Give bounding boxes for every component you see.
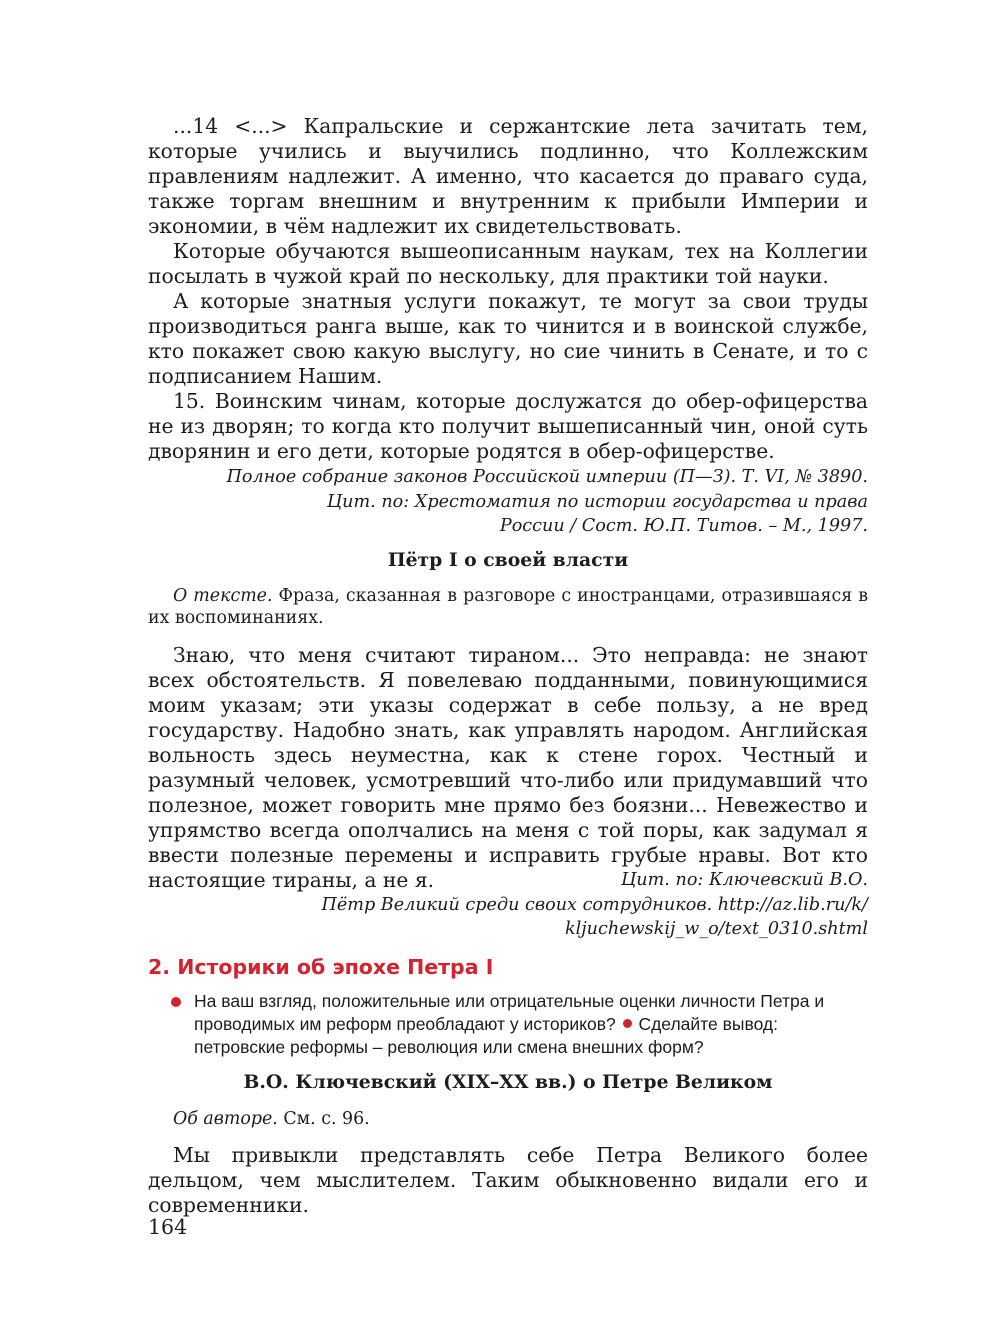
citation-line: Цит. по: Хрестоматия по истории государства и права bbox=[326, 491, 868, 512]
kluchevsky-about bbox=[148, 1108, 868, 1130]
excerpt-paragraph: А которые знатныя услуги покажут, те могут за свои труды производиться ранга выше, как то чинится и в воинской службе, кто покажет свою какую выслугу, но сие чинить в Сенате, и то с подписанием Нашим. bbox=[148, 289, 868, 388]
page-number: 164 bbox=[148, 1215, 188, 1239]
bullet-icon bbox=[171, 997, 181, 1007]
about-text: Фраза, сказанная в разговоре с иностранцами, отразившаяся в их воспоминаниях. bbox=[148, 586, 868, 628]
excerpt-paragraph: 15. Воинским чинам, которые дослужатся до обер-офицерства не из дворян; то когда кто получит вышеписанный чин, оной суть дворянин и его дети, которые родятся в обер-офицерстве. bbox=[148, 389, 868, 463]
section-heading: 2. Историки об эпохе Петра I bbox=[148, 955, 494, 979]
citation-line: Полное собрание законов Российской империи (П—З). Т. VI, № 3890. bbox=[226, 467, 868, 487]
citation-line: kljuchewskij_w_o/text_0310.shtml bbox=[564, 919, 868, 939]
kluchevsky-section-title: В.О. Ключевский (XIX–XX вв.) о Петре Великом bbox=[243, 1071, 773, 1093]
task-text bbox=[194, 990, 870, 1059]
about-label: Об авторе. bbox=[173, 1109, 278, 1129]
peter-about bbox=[148, 585, 868, 629]
about-label: О тексте. bbox=[173, 586, 273, 606]
citation-line: Пётр Великий среди своих сотрудников. http://az.lib.ru/k/ bbox=[321, 894, 868, 915]
peter-quote: Знаю, что меня считают тираном... Это неправда: не знают всех обстоятельств. Я повелеваю подданными, повинующимися моим указам; эти указы содержат в себе пользу, а не вред государству. Надобно знать, как управлять народом. Английская вольность здесь неуместна, как к стене горох. Честный и разумный человек, усмотревший что-либо или придумавший что полезное, может говорить мне прямо без боязни... Невежество и упрямство всегда ополчались на меня с той поры, как задумал я ввести полезные перемены и исправить грубые нравы. Вот кто настоящие тираны, а не я. bbox=[148, 643, 868, 892]
citation-line: России / Сост. Ю.П. Титов. – М., 1997. bbox=[499, 516, 868, 536]
about-text: См. с. 96. bbox=[277, 1109, 370, 1129]
excerpt-citation bbox=[148, 465, 868, 539]
excerpt-paragraph: Которые обучаются вышеописанным наукам, тех на Коллегии посылать в чужой край по нескольку, для практики той науки. bbox=[148, 239, 868, 288]
task-conclusion: Сделайте вывод: петровские реформы – революция или смена внешних форм? bbox=[194, 1014, 778, 1057]
excerpt-paragraph: ...14 <...> Капральские и сержантские лета зачитать тем, которые учились и выучились подлинно, что Коллежским правлениям надлежит. А именно, что касается до праваго суда, также торгам внешним и внутренним к прибыли Империи и экономии, в чём надлежит их свидетельствовать. bbox=[148, 114, 868, 238]
task-question: На ваш взгляд, положительные или отрицательные оценки личности Петра и проводимых им реформ преобладают у историков? bbox=[194, 991, 825, 1034]
peter-citation bbox=[148, 868, 868, 942]
bullet-icon bbox=[623, 1019, 632, 1028]
peter-section-title: Пётр I о своей власти bbox=[387, 549, 629, 571]
source-excerpt bbox=[148, 114, 868, 464]
citation-line: Цит. по: Ключевский В.О. bbox=[620, 870, 868, 890]
kluchevsky-text: Мы привыкли представлять себе Петра Великого более дельцом, чем мыслителем. Таким обыкновенно видали его и современники. bbox=[148, 1143, 868, 1217]
